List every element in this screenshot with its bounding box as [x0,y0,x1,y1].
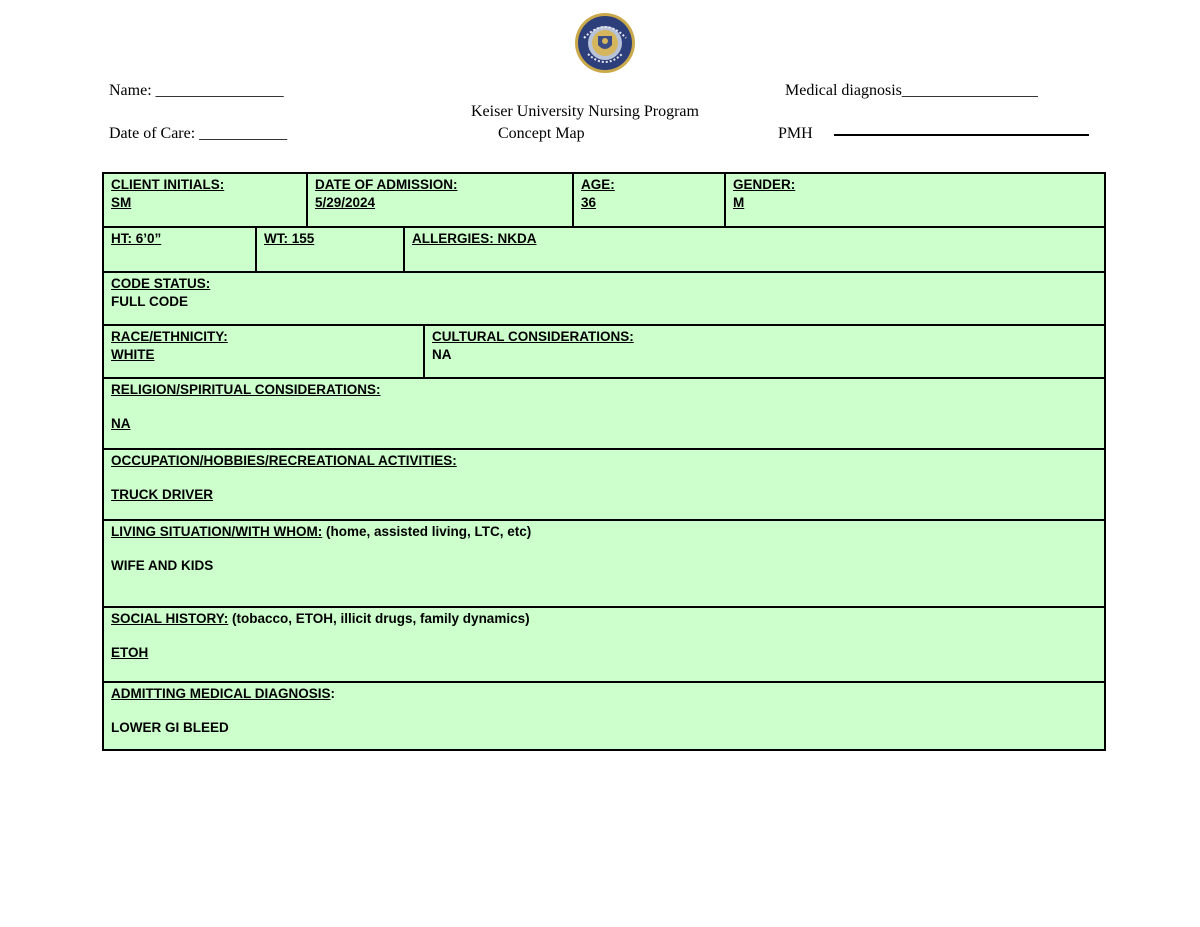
race-ethnicity-label: RACE/ETHNICITY: [111,329,228,344]
row-race-culture [104,326,1104,379]
allergies-cell [405,228,1104,271]
social-history-label: SOCIAL HISTORY: [111,611,229,626]
religion-value: NA [111,416,131,431]
code-status-value: FULL CODE [111,294,188,309]
admitting-diagnosis-value: LOWER GI BLEED [111,720,229,735]
living-situation-cell [104,521,1104,606]
date-of-admission-label: DATE OF ADMISSION: [315,177,458,192]
gender-cell [726,174,1104,226]
admitting-diagnosis-cell [104,683,1104,749]
living-situation-hint: (home, assisted living, LTC, etc) [322,524,532,539]
cultural-considerations-cell [425,326,1104,377]
weight-label: WT: 155 [264,231,315,246]
occupation-value: TRUCK DRIVER [111,487,214,502]
date-of-care-label: Date of Care: ___________ [109,125,288,142]
age-value: 36 [581,195,597,210]
client-initials-label: CLIENT INITIALS: [111,177,225,192]
weight-cell [257,228,405,271]
admitting-diagnosis-label: ADMITTING MEDICAL DIAGNOSIS [111,686,331,701]
cultural-considerations-value: NA [432,347,452,362]
concept-map-title: Concept Map [498,125,585,142]
medical-diagnosis-label: Medical diagnosis_________________ [785,82,1038,99]
admitting-diagnosis-label-suffix: : [330,686,336,701]
age-label: AGE: [581,177,615,192]
code-status-label: CODE STATUS: [111,276,211,291]
name-field-label: Name: ________________ [109,82,284,99]
university-seal-icon [572,12,638,74]
row-code-status [104,273,1104,326]
religion-cell [104,379,1104,448]
row-social-history [104,608,1104,683]
occupation-cell [104,450,1104,519]
date-of-admission-value: 5/29/2024 [315,195,376,210]
row-admitting-diagnosis [104,683,1104,749]
height-cell [104,228,257,271]
client-initials-value: SM [111,195,132,210]
height-label: HT: 6’0” [111,231,162,246]
social-history-hint: (tobacco, ETOH, illicit drugs, family dynamics) [228,611,530,626]
program-title: Keiser University Nursing Program [471,103,699,120]
code-status-cell [104,273,1104,324]
row-occupation [104,450,1104,521]
pmh-underline [834,134,1089,136]
social-history-cell [104,608,1104,681]
cultural-considerations-label: CULTURAL CONSIDERATIONS: [432,329,634,344]
race-ethnicity-cell [104,326,425,377]
living-situation-label: LIVING SITUATION/WITH WHOM: [111,524,323,539]
living-situation-value: WIFE AND KIDS [111,558,214,573]
social-history-value: ETOH [111,645,149,660]
date-of-admission-cell [308,174,574,226]
religion-label: RELIGION/SPIRITUAL CONSIDERATIONS: [111,382,381,397]
client-info-form [102,172,1106,751]
occupation-label: OCCUPATION/HOBBIES/RECREATIONAL ACTIVITIES: [111,453,457,468]
row-demographics [104,174,1104,228]
gender-label: GENDER: [733,177,796,192]
row-measurements [104,228,1104,273]
race-ethnicity-value: WHITE [111,347,155,362]
pmh-label: PMH [778,125,813,142]
row-religion [104,379,1104,450]
row-living-situation [104,521,1104,608]
age-cell [574,174,726,226]
allergies-label: ALLERGIES: NKDA [412,231,537,246]
gender-value: M [733,195,745,210]
client-initials-cell [104,174,308,226]
